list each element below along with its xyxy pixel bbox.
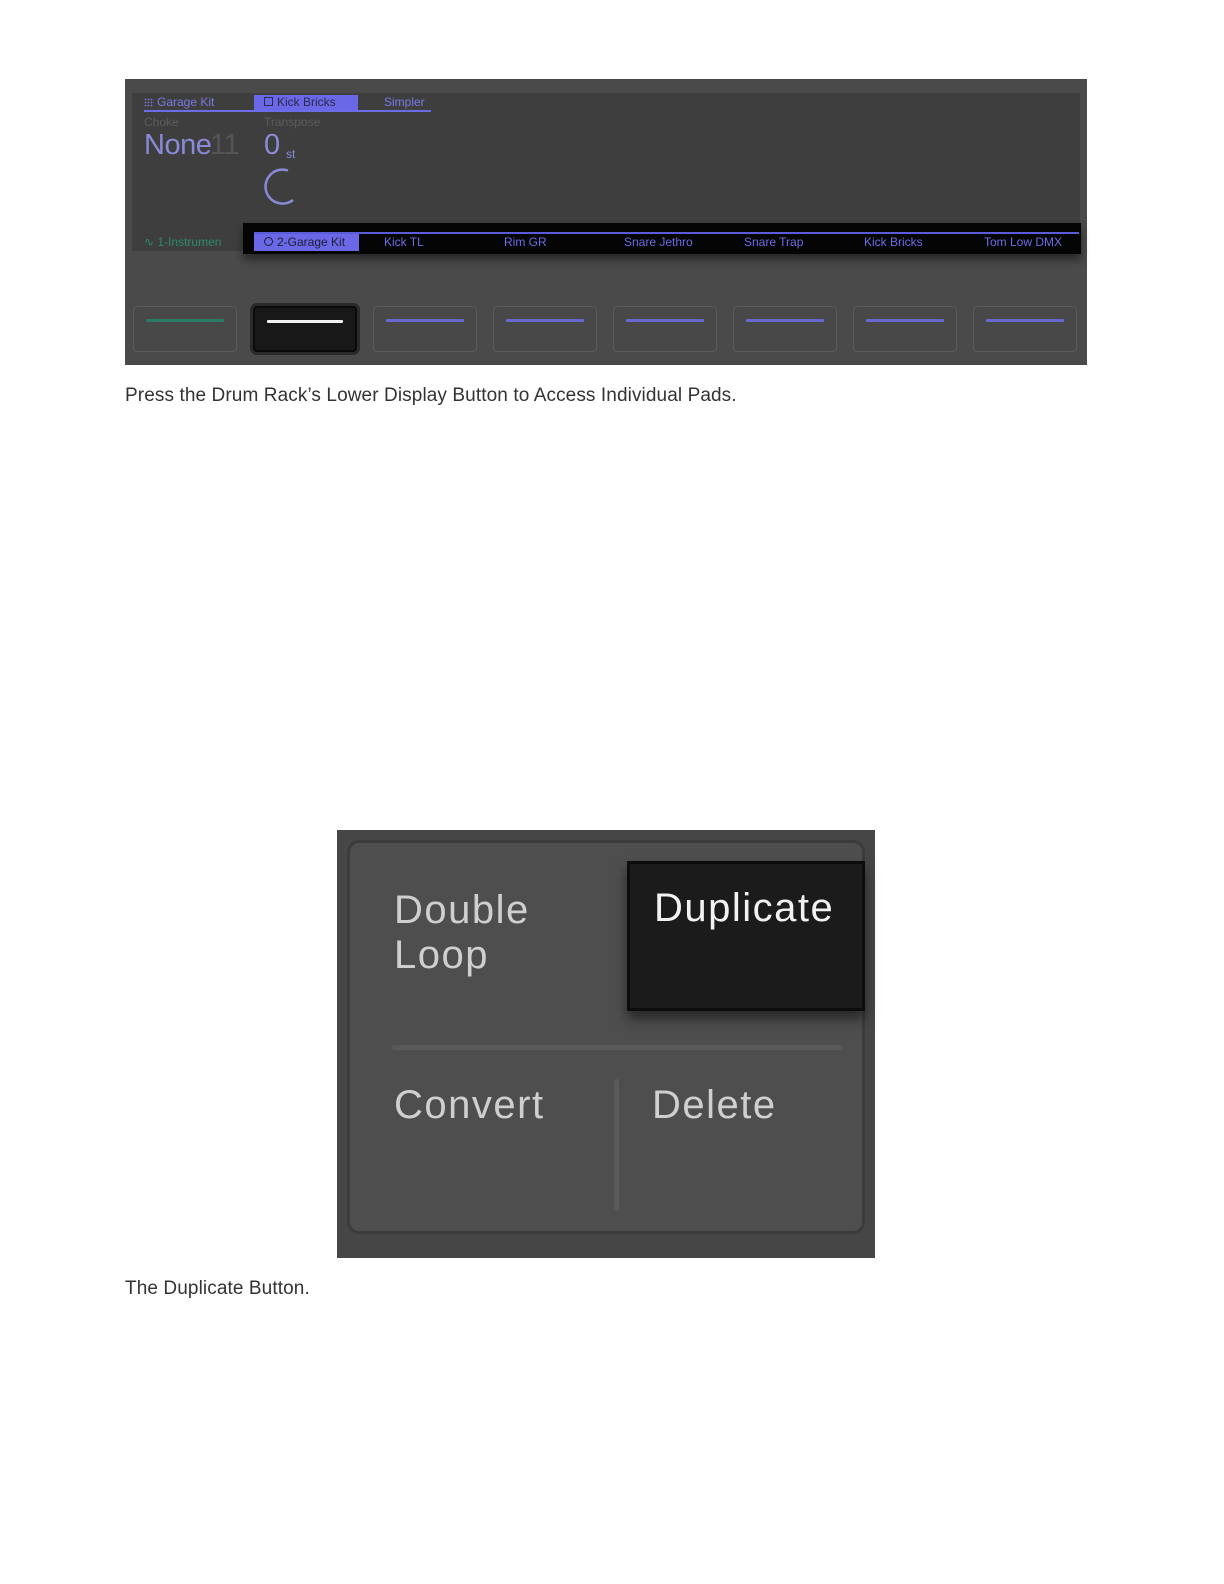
display-button-1[interactable] [133, 306, 237, 352]
horizontal-divider [392, 1045, 842, 1050]
duplicate-button[interactable] [627, 861, 865, 1011]
button-light [866, 319, 944, 322]
lower-item-kick-tl[interactable]: Kick TL [384, 235, 424, 249]
instrument-track-label: ∿ 1-Instrumen [144, 235, 222, 249]
tab-kick-bricks[interactable] [254, 95, 358, 110]
button-panel [347, 840, 865, 1234]
tab-garage-kit-label: Garage Kit [157, 95, 215, 109]
circle-icon [264, 237, 273, 246]
lower-display-row [243, 223, 1081, 254]
lower-item-tom-low-dmx[interactable]: Tom Low DMX [984, 235, 1063, 249]
square-icon [264, 97, 273, 106]
display-button-3[interactable] [373, 306, 477, 352]
instrument-track-name: 1-Instrumen [157, 235, 222, 249]
button-light [986, 319, 1064, 322]
lower-display-buttons [132, 306, 1082, 356]
display-button-6[interactable] [733, 306, 837, 352]
duplicate-button-label: Duplicate [654, 886, 835, 930]
button-light [506, 319, 584, 322]
duplicate-menu-figure [337, 830, 875, 1258]
delete-button[interactable]: Delete [652, 1083, 777, 1127]
display-button-4[interactable] [493, 306, 597, 352]
transpose-unit: st [286, 147, 296, 161]
lower-item-rim-gr[interactable]: Rim GR [504, 235, 547, 249]
lower-item-snare-jethro[interactable]: Snare Jethro [624, 235, 693, 249]
lower-item-kick-bricks[interactable]: Kick Bricks [864, 235, 923, 249]
button-light [267, 320, 343, 323]
display-button-8[interactable] [973, 306, 1077, 352]
button-light [386, 319, 464, 322]
display-button-5[interactable] [613, 306, 717, 352]
device-tabs [144, 95, 431, 112]
choke-ghost-value: 11 [210, 129, 240, 161]
lower-item-garage-kit[interactable] [254, 234, 359, 251]
button-light [626, 319, 704, 322]
tab-garage-kit[interactable] [144, 95, 214, 110]
choke-value: None [144, 129, 212, 161]
display-button-7[interactable] [853, 306, 957, 352]
button-light [146, 319, 224, 322]
grid-icon [144, 98, 154, 107]
choke-label: Choke [144, 115, 179, 129]
figure-caption-1: Press the Drum Rack’s Lower Display Button to Access Individual Pads. [125, 385, 737, 406]
transpose-knob-icon[interactable] [263, 167, 303, 207]
transpose-label: Transpose [264, 115, 321, 129]
figure-caption-2: The Duplicate Button. [125, 1278, 310, 1299]
button-light [746, 319, 824, 322]
tab-kick-bricks-label: Kick Bricks [277, 95, 336, 109]
double-loop-label-line1[interactable]: Double [394, 888, 530, 932]
tab-simpler[interactable]: Simpler [384, 95, 425, 109]
lower-item-snare-trap[interactable]: Snare Trap [744, 235, 804, 249]
convert-button[interactable]: Convert [394, 1083, 545, 1127]
transpose-value: 0 [264, 129, 280, 161]
lower-item-garage-kit-label: 2-Garage Kit [277, 235, 346, 249]
vertical-divider [614, 1079, 619, 1211]
push-display-figure [125, 79, 1087, 365]
display-button-2[interactable] [253, 306, 357, 352]
double-loop-label-line2[interactable]: Loop [394, 933, 489, 977]
